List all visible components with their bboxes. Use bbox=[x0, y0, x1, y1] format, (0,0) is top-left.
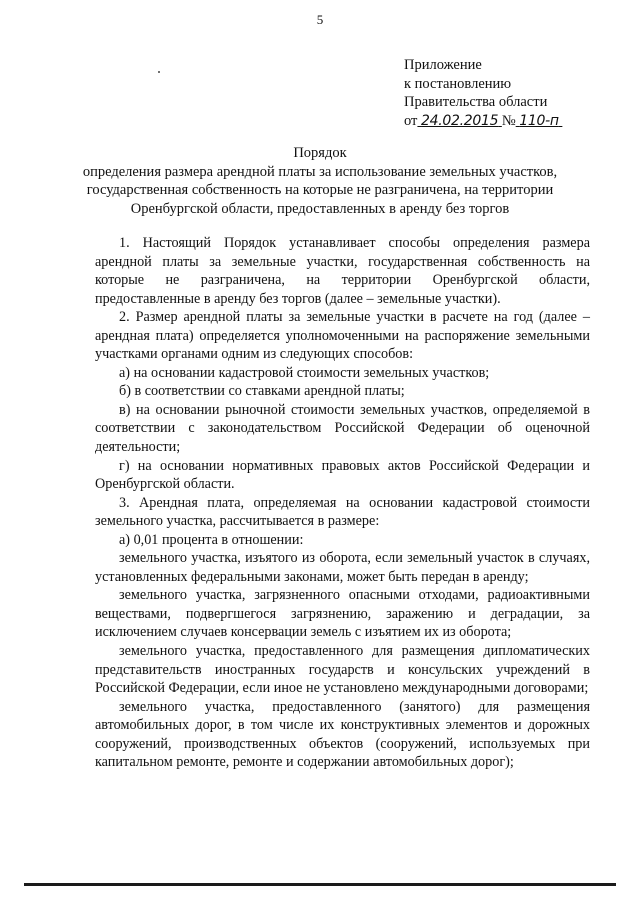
bottom-rule bbox=[24, 883, 616, 886]
date-prefix: от bbox=[404, 112, 418, 129]
paragraph: 1. Настоящий Порядок устанавливает способы определения размера арендной платы за земельные участки, государственная собственность на которые не разграничена, на территории Оренбургской области, предоставленные в аренду без торгов (далее – земельные участки). bbox=[95, 235, 590, 307]
document-body bbox=[95, 234, 590, 772]
paragraph: г) на основании нормативных правовых актов Российской Федерации и Оренбургской области. bbox=[95, 457, 590, 493]
paragraph: земельного участка, предоставленного (занятого) для размещения автомобильных дорог, в том числе их конструктивных элементов и дорожных сооружений, производственных объектов (сооружений, используемых при капитальном ремонте, ремонте и содержании автомобильных дорог); bbox=[95, 698, 590, 771]
handwritten-date: 24.02.2015 bbox=[421, 112, 499, 129]
paragraph: земельного участка, загрязненного опасными отходами, радиоактивными веществами, подвергшегося загрязнению, заражению и деградации, за исключением случаев консервации земель с изъятием их из оборота; bbox=[95, 587, 590, 641]
number-sign: № bbox=[501, 112, 516, 129]
date-field bbox=[417, 113, 501, 129]
appendix-date-line bbox=[404, 112, 562, 131]
paragraph: 3. Арендная плата, определяемая на основании кадастровой стоимости земельного участка, рассчитывается в размере: bbox=[95, 494, 590, 530]
paragraph: в) на основании рыночной стоимости земельных участков, определяемой в соответствии с законодательством Российской Федерации об оценочной деятельности; bbox=[95, 401, 590, 456]
title-line-1: Порядок bbox=[293, 145, 347, 161]
appendix-line-3: Правительства области bbox=[404, 94, 548, 111]
paragraph: б) в соответствии со ставками арендной платы; bbox=[119, 383, 405, 400]
appendix-line-2: к постановлению bbox=[404, 75, 512, 92]
paragraph: земельного участка, изъятого из оборота, если земельный участок в случаях, установленных федеральными законами, может быть передан в аренду; bbox=[95, 550, 590, 585]
paragraph: а) на основании кадастровой стоимости земельных участков; bbox=[119, 364, 490, 381]
document-title bbox=[60, 144, 580, 218]
title-line-4: Оренбургской области, предоставленных в аренду без торгов bbox=[130, 200, 510, 217]
page-number: 5 bbox=[316, 12, 324, 27]
title-line-2: определения размера арендной платы за использование земельных участков, bbox=[82, 163, 558, 180]
appendix-block bbox=[404, 56, 562, 130]
paragraph: а) 0,01 процента в отношении: bbox=[119, 531, 304, 548]
speck bbox=[158, 71, 160, 73]
paragraph: земельного участка, предоставленного для размещения дипломатических представительств иностранных государств и консульских учреждений в Российской Федерации, если иное не установлено международными договорами; bbox=[95, 643, 590, 697]
number-field bbox=[516, 113, 563, 129]
title-line-3: государственная собственность на которые не разграничена, на территории bbox=[86, 182, 554, 199]
handwritten-number: 110-п bbox=[519, 112, 559, 129]
paragraph: 2. Размер арендной платы за земельные участки в расчете на год (далее – арендная плата) определяется уполномоченными на распоряжение земельными участками органами одним из следующих способов: bbox=[95, 309, 590, 363]
appendix-line-1: Приложение bbox=[404, 57, 482, 73]
